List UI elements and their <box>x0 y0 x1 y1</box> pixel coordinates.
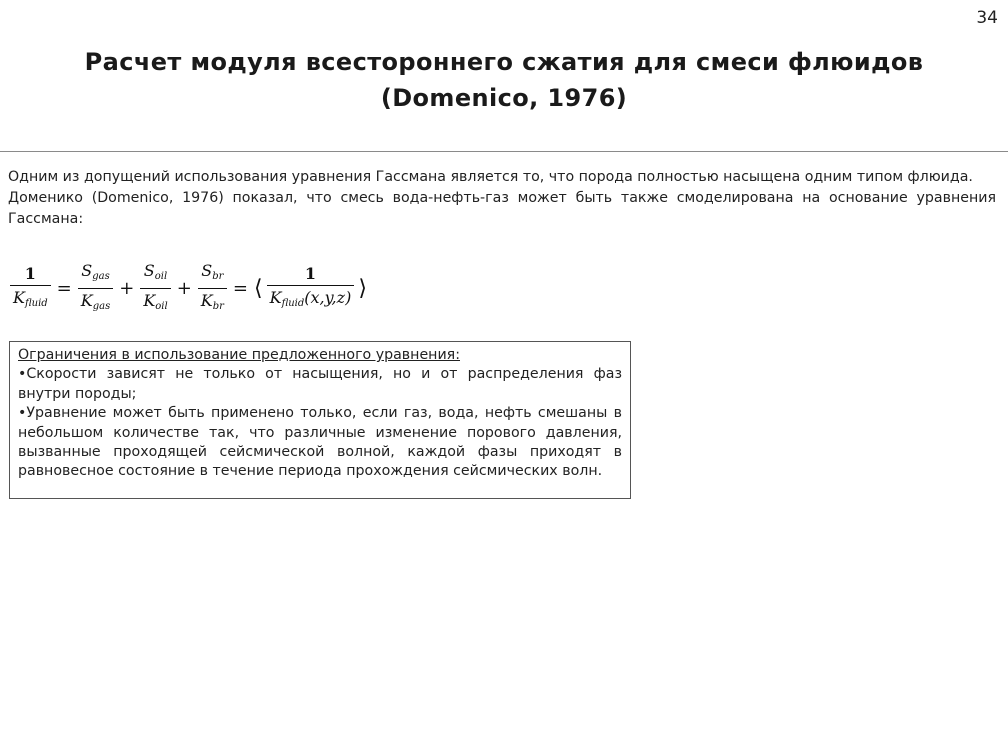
fraction-rhs <box>267 264 355 313</box>
limitations-box <box>9 341 631 499</box>
limitation-item-1: •Скорости зависят не только от насыщения, но и от распределения фаз внутри породы; <box>18 366 622 402</box>
left-angle-bracket: ⟨ <box>254 275 263 301</box>
slide-title-line-2: (Domenico, 1976) <box>380 84 628 112</box>
slide-title-line-1: Расчет модуля всестороннего сжатия для смеси флюидов <box>84 48 924 76</box>
fraction-brine <box>198 261 227 316</box>
intro-text <box>8 167 996 230</box>
gas-numerator: $S_{gas}$ <box>81 260 110 282</box>
brine-denominator: $K_{br}$ <box>198 288 227 316</box>
fraction-gas <box>78 261 113 316</box>
right-angle-bracket: ⟩ <box>358 275 367 301</box>
lhs-denominator: $K_{fluid}$ <box>10 285 51 313</box>
rhs-denominator: $K_{fluid}(x,y,z)$ <box>267 285 355 313</box>
oil-denominator: $K_{oil}$ <box>140 288 170 316</box>
rhs-numerator: 1 <box>304 263 317 283</box>
oil-numerator: $S_{oil}$ <box>143 260 168 282</box>
plus-sign: + <box>119 277 135 299</box>
intro-paragraph-1: Одним из допущений использования уравнения Гассмана является то, что порода полностью насыщена одним типом флюида. <box>8 169 973 185</box>
intro-paragraph-2: Доменико (Domenico, 1976) показал, что смесь вода-нефть-газ может быть также смоделирована на основание уравнения Гассмана: <box>8 190 996 227</box>
slide-title <box>10 44 998 116</box>
equals-sign: = <box>232 277 249 299</box>
page-number: 34 <box>976 8 998 28</box>
brine-numerator: $S_{br}$ <box>201 260 224 282</box>
title-divider <box>0 151 1008 152</box>
plus-sign: + <box>176 277 192 299</box>
gas-denominator: $K_{gas}$ <box>78 288 113 316</box>
limitation-item-2: •Уравнение может быть применено только, если газ, вода, нефть смешаны в небольшом количестве так, что различные изменение порового давления, вызванные проходящей сейсмической волной, каждой фазы приходят в равновесное состояние в течение периода прохождения сейсмических волн. <box>18 405 622 480</box>
fraction-lhs <box>10 264 51 313</box>
fraction-oil <box>140 261 170 316</box>
mixture-formula <box>8 258 388 318</box>
limitations-heading: Ограничения в использование предложенного уравнения: <box>18 347 460 363</box>
equals-sign: = <box>56 277 72 299</box>
lhs-numerator: 1 <box>24 263 36 283</box>
